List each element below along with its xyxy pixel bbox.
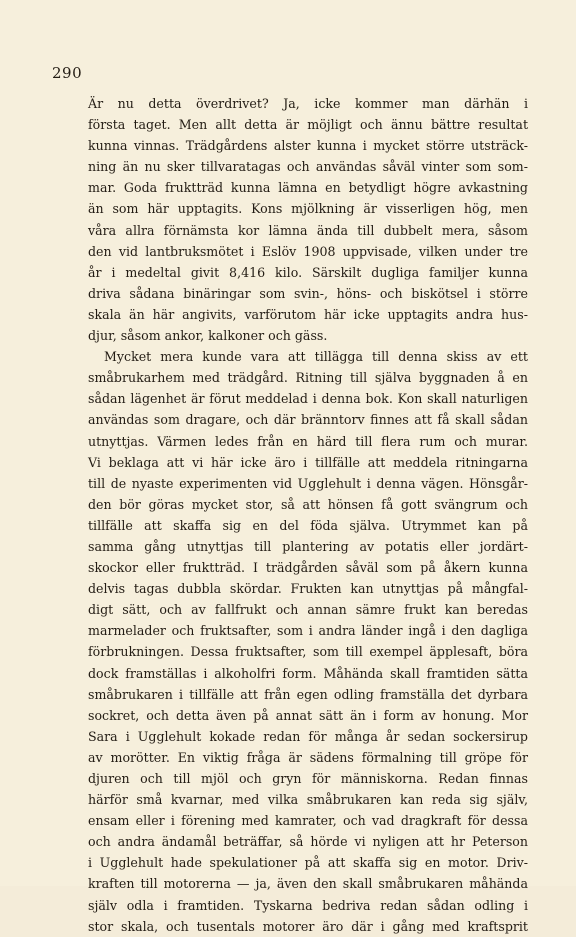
text-line: Är nu detta överdrivet? Ja, icke kommer man därhän i <box>88 96 528 111</box>
text-line: av morötter. En viktig fråga är sädens förmalning till gröpe för <box>88 749 528 765</box>
text-line: den bör göras mycket stor, så att hönsen få gott svängrum och <box>88 496 528 512</box>
text-line: användas som dragare, och där bränntorv finnes att få skall sådan <box>88 412 528 428</box>
text-line: samma gång utnyttjas till plantering av potatis eller jordärt- <box>88 538 528 554</box>
text-line: och andra ändamål beträffar, så hörde vi nyligen att hr Peterson <box>88 834 528 850</box>
text-line: skala än här angivits, varförutom här icke upptagits andra hus- <box>88 306 528 322</box>
text-line: digt sätt, och av fallfrukt och annan sämre frukt kan beredas <box>88 602 528 618</box>
text-line: sockret, och detta även på annat sätt än i form av honung. Mor <box>88 707 528 723</box>
text-line: tillfälle att skaffa sig en del föda själva. Utrymmet kan på <box>88 517 528 533</box>
text-line: till de nyaste experimenten vid Ugglehult i denna vägen. Hönsgår- <box>88 475 528 491</box>
text-line: djur, såsom ankor, kalkoner och gäss. <box>88 328 328 344</box>
text-line: småbrukarhem med trädgård. Ritning till själva byggnaden å en <box>88 370 528 386</box>
text-line: ning än nu sker tillvaratagas och användas såväl vinter som som- <box>88 159 528 175</box>
text-line: marmelader och fruktsafter, som i andra länder ingå i den dagliga <box>88 623 528 639</box>
text-line: dock framställas i alkoholfri form. Måhända skall framtiden sätta <box>88 665 528 681</box>
paragraph-2 <box>88 346 528 937</box>
page-number: 290 <box>52 64 83 82</box>
text-line: förbrukningen. Dessa fruktsafter, som till exempel äpplesaft, böra <box>88 644 528 660</box>
text-line: ensam eller i förening med kamrater, och vad dragkraft för dessa <box>88 813 528 829</box>
text-line: den vid lantbruksmötet i Eslöv 1908 uppvisade, vilken under tre <box>88 243 528 259</box>
text-line: skockor eller fruktträd. I trädgården såväl som på åkern kunna <box>88 560 528 576</box>
text-line: härför små kvarnar, med vilka småbrukaren kan reda sig själv, <box>88 792 528 808</box>
text-line: utnyttjas. Värmen ledes från en härd till flera rum och murar. <box>88 433 528 449</box>
text-line: Sara i Ugglehult kokade redan för många år sedan sockersirup <box>88 728 528 744</box>
text-line: driva sådana binäringar som svin-, höns- och biskötsel i större <box>88 285 528 301</box>
text-line: djuren och till mjöl och gryn för människorna. Redan finnas <box>88 771 528 786</box>
text-line: år i medeltal givit 8,416 kilo. Särskilt dugliga familjer kunna <box>88 264 528 280</box>
body-text <box>88 93 528 937</box>
text-line: kraften till motorerna — ja, även den skall småbrukaren måhända <box>88 876 528 892</box>
text-line: första taget. Men allt detta är möjligt och ännu bättre resultat <box>88 117 528 133</box>
text-line: i Ugglehult hade spekulationer på att skaffa sig en motor. Driv- <box>88 855 528 871</box>
text-line: stor skala, och tusentals motorer äro där i gång med kraftsprit <box>88 918 528 934</box>
text-line: mar. Goda fruktträd kunna lämna en betydligt högre avkastning <box>88 180 528 196</box>
paragraph-1 <box>88 93 528 346</box>
text-line: själv odla i framtiden. Tyskarna bedriva redan sådan odling i <box>88 897 528 913</box>
text-line: Mycket mera kunde vara att tillägga till denna skiss av ett <box>104 349 528 365</box>
text-line: än som här upptagits. Kons mjölkning är visserligen hög, men <box>88 201 528 217</box>
text-line: sådan lägenhet är förut meddelad i denna bok. Kon skall naturligen <box>88 391 528 407</box>
text-line: delvis tagas dubbla skördar. Frukten kan utnyttjas på mångfal- <box>88 581 528 597</box>
text-line: våra allra förnämsta kor lämna ända till dubbelt mera, såsom <box>88 222 528 238</box>
text-line: småbrukaren i tillfälle att från egen odling framställa det dyrbara <box>88 686 528 702</box>
text-line: Vi beklaga att vi här icke äro i tillfälle att meddela ritningarna <box>88 454 528 470</box>
text-line: kunna vinnas. Trädgårdens alster kunna i mycket större utsträck- <box>88 138 528 154</box>
